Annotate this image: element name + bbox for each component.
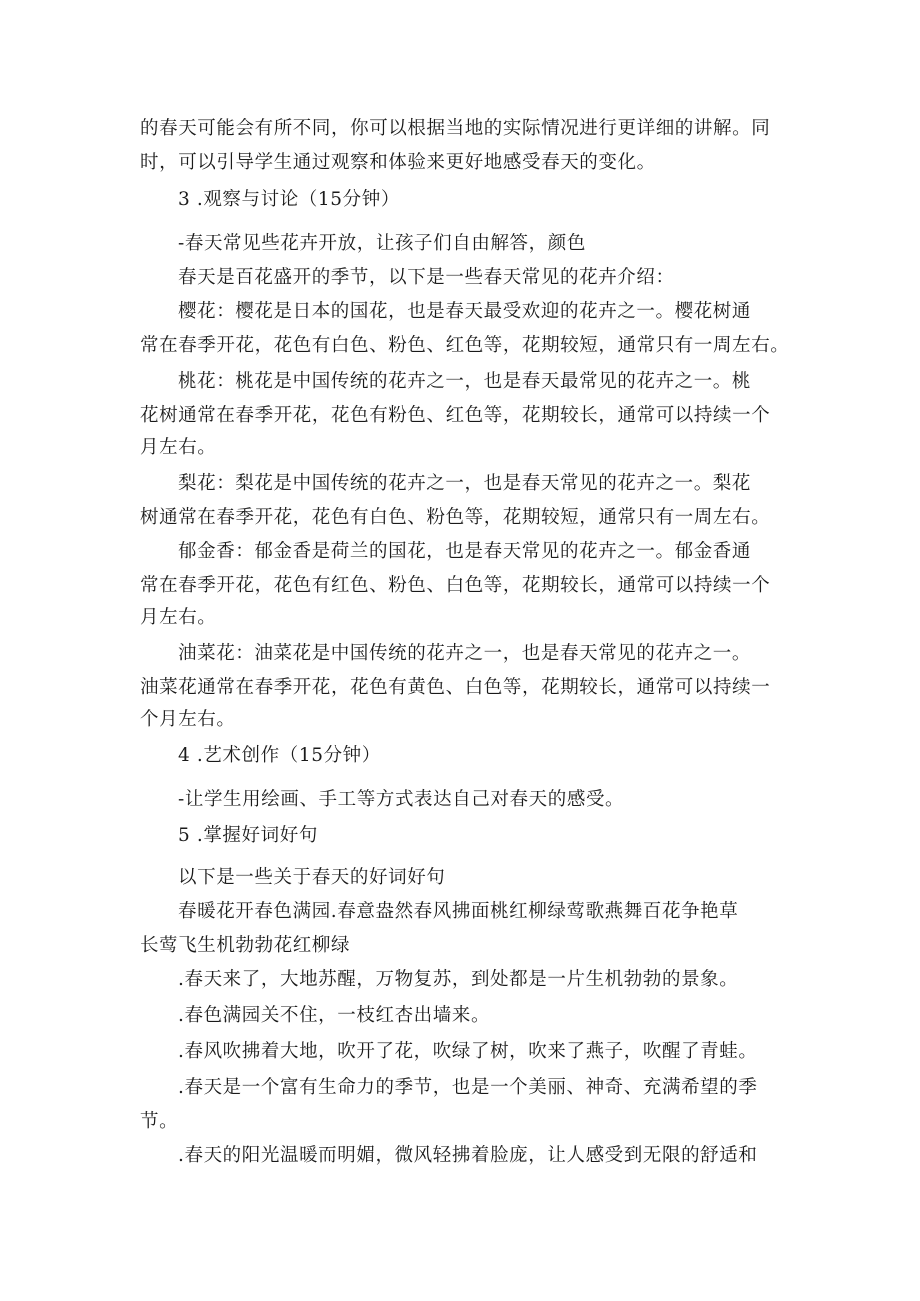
text-line: .春天是一个富有生命力的季节，也是一个美丽、神奇、充满希望的季 xyxy=(178,1077,758,1098)
text-line: -让学生用绘画、手工等方式表达自己对春天的感受。 xyxy=(178,789,625,810)
text-line: 郁金香：郁金香是荷兰的国花，也是春天常见的花卉之一。郁金香通 xyxy=(178,541,752,562)
text-line: 时，可以引导学生通过观察和体验来更好地感受春天的变化。 xyxy=(140,152,656,173)
text-line: 春天是百花盛开的季节，以下是一些春天常见的花卉介绍： xyxy=(178,267,675,288)
section-heading: 3 .观察与讨论（15分钟） xyxy=(178,189,400,210)
text-line: 油菜花：油菜花是中国传统的花卉之一，也是春天常见的花卉之一。 xyxy=(178,643,752,664)
text-line: 节。 xyxy=(140,1111,179,1132)
text-line: 树通常在春季开花，花色有白色、粉色等，花期较短，通常只有一周左右。 xyxy=(140,507,771,528)
text-line: 樱花：樱花是日本的国花，也是春天最受欢迎的花卉之一。樱花树通 xyxy=(178,301,752,322)
text-line: .春风吹拂着大地，吹开了花，吹绿了树，吹来了燕子，吹醒了青蛙。 xyxy=(178,1041,758,1062)
section-heading: 5 .掌握好词好句 xyxy=(178,825,318,846)
text-line: 长莺飞生机勃勃花红柳绿 xyxy=(140,935,351,956)
text-line: 常在春季开花，花色有白色、粉色、红色等，花期较短，通常只有一周左右。 xyxy=(140,335,790,356)
text-line: .春天来了，大地苏醒，万物复苏，到处都是一片生机勃勃的景象。 xyxy=(178,969,739,990)
text-line: 个月左右。 xyxy=(140,709,236,730)
text-line: -春天常见些花卉开放，让孩子们自由解答，颜色 xyxy=(178,233,586,254)
text-line: 以下是一些关于春天的好词好句 xyxy=(178,867,446,888)
text-line: 常在春季开花，花色有红色、粉色、白色等，花期较长，通常可以持续一个 xyxy=(140,575,771,596)
text-line: 油菜花通常在春季开花，花色有黄色、白色等，花期较长，通常可以持续一 xyxy=(140,677,771,698)
text-line: .春色满园关不住，一枝红杏出墙来。 xyxy=(178,1005,491,1026)
text-line: 月左右。 xyxy=(140,607,217,628)
text-line: 月左右。 xyxy=(140,437,217,458)
text-line: 花树通常在春季开花，花色有粉色、红色等，花期较长，通常可以持续一个 xyxy=(140,405,771,426)
text-line: 春暖花开春色满园.春意盎然春风拂面桃红柳绿莺歌燕舞百花争艳草 xyxy=(178,901,739,922)
text-line: 的春天可能会有所不同，你可以根据当地的实际情况进行更详细的讲解。同 xyxy=(140,118,771,139)
text-line: 梨花：梨花是中国传统的花卉之一，也是春天常见的花卉之一。梨花 xyxy=(178,473,752,494)
section-heading: 4 .艺术创作（15分钟） xyxy=(178,745,381,766)
text-line: .春天的阳光温暖而明媚，微风轻拂着脸庞，让人感受到无限的舒适和 xyxy=(178,1145,758,1166)
text-line: 桃花：桃花是中国传统的花卉之一，也是春天最常见的花卉之一。桃 xyxy=(178,371,752,392)
